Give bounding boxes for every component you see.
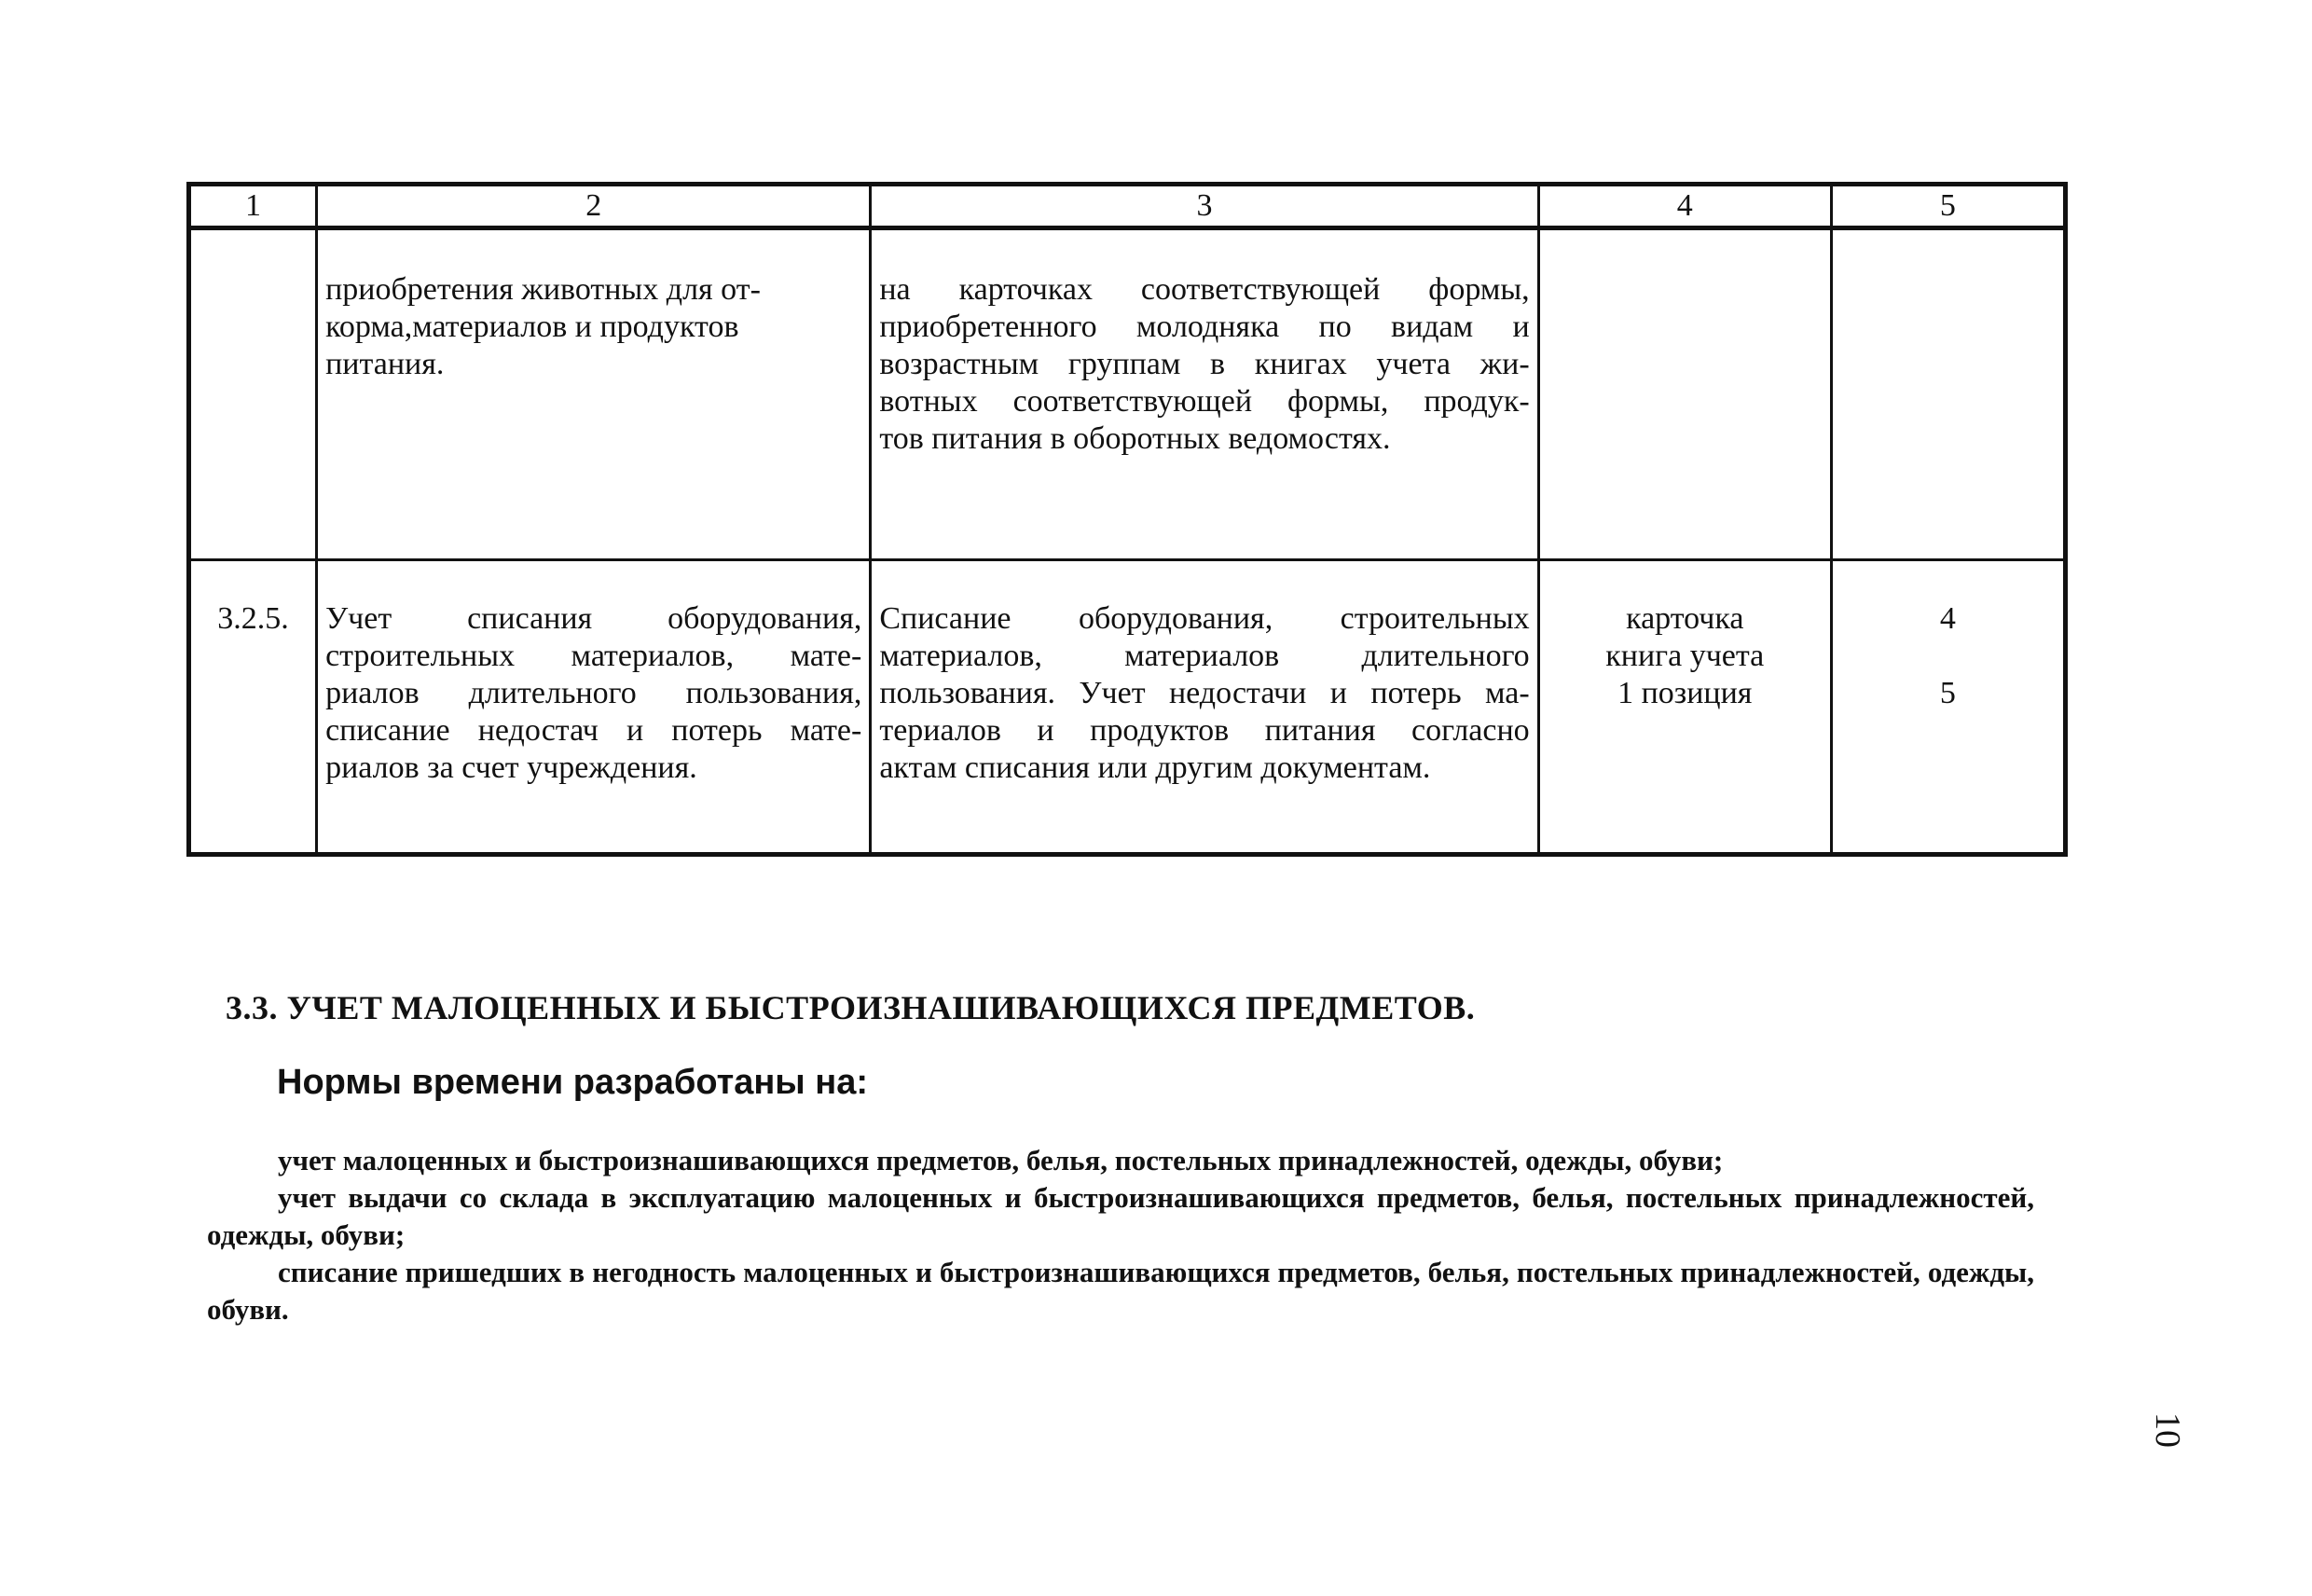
text-line: Списание оборудования, строительных	[879, 601, 1530, 636]
row-norm	[1831, 560, 2065, 855]
row-work-description	[317, 228, 871, 560]
table-row	[189, 560, 2066, 855]
text-line	[1840, 638, 2056, 675]
text-line: питания.	[325, 347, 445, 381]
header-col-4: 4	[1538, 185, 1831, 228]
text-line: на карточках соответствующей формы,	[879, 272, 1530, 307]
paragraph: учет малоценных и быстроизнашивающихся предметов, белья, постельных принадлежностей, одежды, обуви;	[278, 1144, 1724, 1176]
row-unit	[1538, 560, 1831, 855]
table-header-row	[189, 185, 2066, 228]
norms-paragraphs	[207, 1142, 2034, 1328]
text-line: 5	[1939, 676, 1956, 710]
row-number: 3.2.5.	[189, 560, 317, 855]
section-title: 3.3. УЧЕТ МАЛОЦЕННЫХ И БЫСТРОИЗНАШИВАЮЩИХСЯ ПРЕДМЕТОВ.	[226, 989, 1476, 1026]
text-line: актам списания или другим документам.	[879, 750, 1431, 785]
text-line: пользования. Учет недостачи и потерь ма-	[879, 676, 1530, 710]
text-line: книга учета	[1605, 639, 1765, 673]
text-line: приобретения животных для от-	[325, 272, 761, 307]
text-line: Учет списания оборудования,	[325, 601, 862, 636]
text-line: териалов и продуктов питания согласно	[879, 713, 1530, 748]
row-work-content	[871, 560, 1538, 855]
header-col-2: 2	[317, 185, 871, 228]
norms-heading: Нормы времени разработаны на:	[277, 1063, 869, 1102]
row-number	[189, 228, 317, 560]
text-line: вотных соответствующей формы, продук-	[879, 384, 1530, 419]
row-unit	[1538, 228, 1831, 560]
text-line: корма,материалов и продуктов	[325, 310, 739, 344]
header-col-1: 1	[189, 185, 317, 228]
paragraph: учет выдачи со склада в эксплуатацию малоценных и быстроизнашивающихся предметов, белья, постельных принадлежностей, одежды, обуви;	[207, 1181, 2034, 1251]
table-row	[189, 228, 2066, 560]
accounting-norms-table	[186, 182, 2068, 857]
row-work-content	[871, 228, 1538, 560]
text-line: тов питания в оборотных ведомостях.	[879, 421, 1391, 456]
page-number: 10	[2148, 1412, 2187, 1448]
text-line: возрастным группам в книгах учета жи-	[879, 347, 1530, 381]
text-line: списание недостач и потерь мате-	[325, 713, 862, 748]
text-line: риалов длительного пользования,	[325, 676, 862, 710]
text-line: материалов, материалов длительного	[879, 639, 1530, 673]
header-col-5: 5	[1831, 185, 2065, 228]
text-line: 4	[1939, 601, 1956, 636]
text-line: карточка	[1626, 601, 1744, 636]
text-line: строительных материалов, мате-	[325, 639, 862, 673]
text-line: 1 позиция	[1617, 676, 1753, 710]
text-line: приобретенного молодняка по видам и	[879, 310, 1530, 344]
paragraph: списание пришедших в негодность малоценных и быстроизнашивающихся предметов, белья, постельных принадлежностей, одежды, обуви.	[207, 1256, 2034, 1326]
row-norm	[1831, 228, 2065, 560]
row-work-description	[317, 560, 871, 855]
text-line: риалов за счет учреждения.	[325, 750, 697, 785]
header-col-3: 3	[871, 185, 1538, 228]
